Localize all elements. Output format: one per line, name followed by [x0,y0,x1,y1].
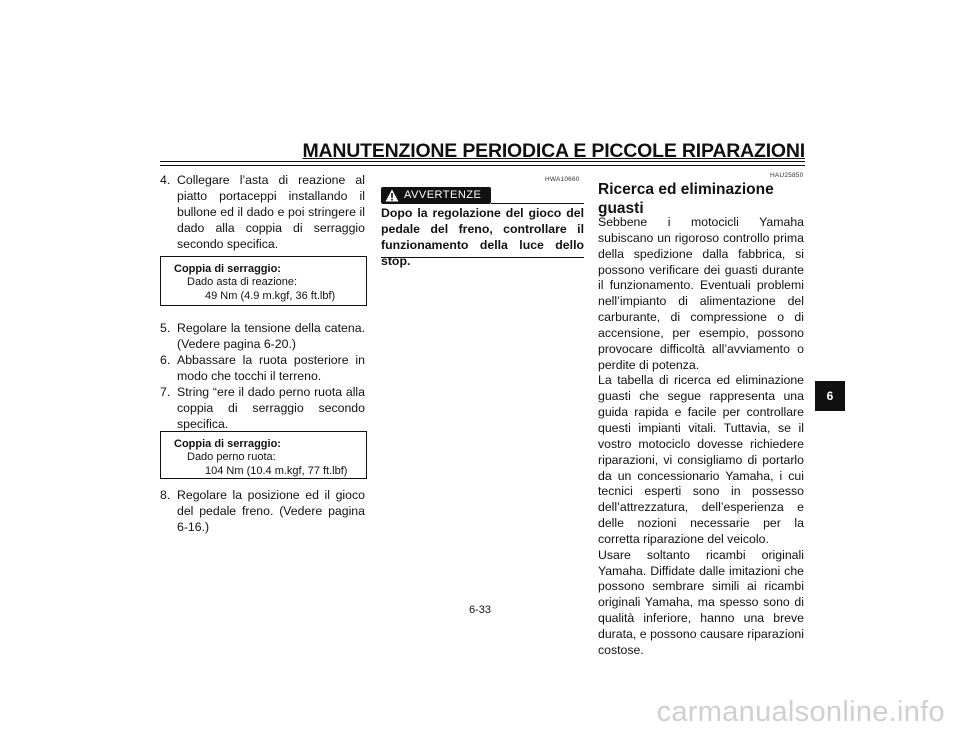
warning-code: HWA10660 [545,176,580,183]
left-column [160,172,370,552]
paragraph: Usare soltanto ricambi originali Yamaha. Diffidate dalle imitazioni che possono sembrare simili ai ricambi originali Yamaha, ma spesso sono di qualità inferiore, hanno una breve durata, e possono causare riparazioni costose. [598,547,804,657]
torque-box-item: Dado perno ruota: [187,451,276,463]
step-text: Collegare l’asta di reazione al piatto portaceppi installando il bullone ed il dado e poi stringere il dado alla coppia di serraggio secondo specifica. [177,173,365,251]
torque-box-title: Coppia di serraggio: [174,438,281,450]
warning-rule [491,203,584,204]
torque-box-value: 104 Nm (10.4 m.kgf, 77 ft.lbf) [205,465,348,477]
torque-box-axle-nut [160,431,367,479]
section-body [598,215,804,659]
step-5 [160,320,365,352]
torque-box-title: Coppia di serraggio: [174,263,281,275]
step-4 [160,172,365,252]
step-text: Regolare la tensione della catena. (Vedere pagina 6-20.) [177,321,365,351]
step-number: 7. [160,385,171,399]
warning-label: AVVERTENZE [404,189,482,201]
header-rule-thin [160,165,805,166]
warning-badge [381,187,491,204]
section-code: HAU25850 [770,172,804,179]
chapter-tab: 6 [815,381,845,411]
torque-box-reaction-rod [160,256,367,306]
page-title: MANUTENZIONE PERIODICA E PICCOLE RIPARAZIONI [302,140,805,162]
step-text: Regolare la posizione ed il gioco del pedale freno. (Vedere pagina 6-16.) [177,488,365,534]
paragraph: La tabella di ricerca ed eliminazione guasti che segue rappresenta una guida rapida e facile per controllare questi impianti vitali. Tuttavia, se il vostro motociclo dovesse richiedere riparazioni, vi consigliamo di portarlo da un concessionario Yamaha, i cui tecnici esperti sono in possesso dell’attrezzatura, dell’esperienza e delle nozioni necessarie per la corretta riparazione del veicolo. [598,373,804,546]
step-8 [160,487,365,535]
section-title: Ricerca ed eliminazione guasti [598,181,774,217]
header-rule [160,161,805,162]
step-7 [160,384,365,432]
watermark: carmanualsonline.info [656,696,945,728]
step-6 [160,352,365,384]
page-number: 6-33 [468,604,492,616]
warning-text: Dopo la regolazione del gioco del pedale del freno, controllare il funzionamento della luce dello stop. [381,206,584,268]
paragraph: Sebbene i motocicli Yamaha subiscano un rigoroso controllo prima della spedizione dalla fabbrica, si possono verificare dei guasti durante il funzionamento. Eventuali problemi nell’impianto di alimentazione del carburante, di compressione o di accensione, per esempio, possono provocare difficoltà all’avviamento o perdite di potenza. [598,215,804,372]
warning-bottom-rule [381,257,584,258]
torque-box-value: 49 Nm (4.9 m.kgf, 36 ft.lbf) [205,290,336,302]
step-text: Abbassare la ruota posteriore in modo che tocchi il terreno. [177,353,365,383]
torque-box-item: Dado asta di reazione: [187,276,298,288]
step-number: 4. [160,173,171,187]
step-number: 5. [160,321,171,335]
step-text: String “ere il dado perno ruota alla coppia di serraggio secondo specifica. [177,385,365,431]
step-number: 8. [160,488,171,502]
step-number: 6. [160,353,171,367]
